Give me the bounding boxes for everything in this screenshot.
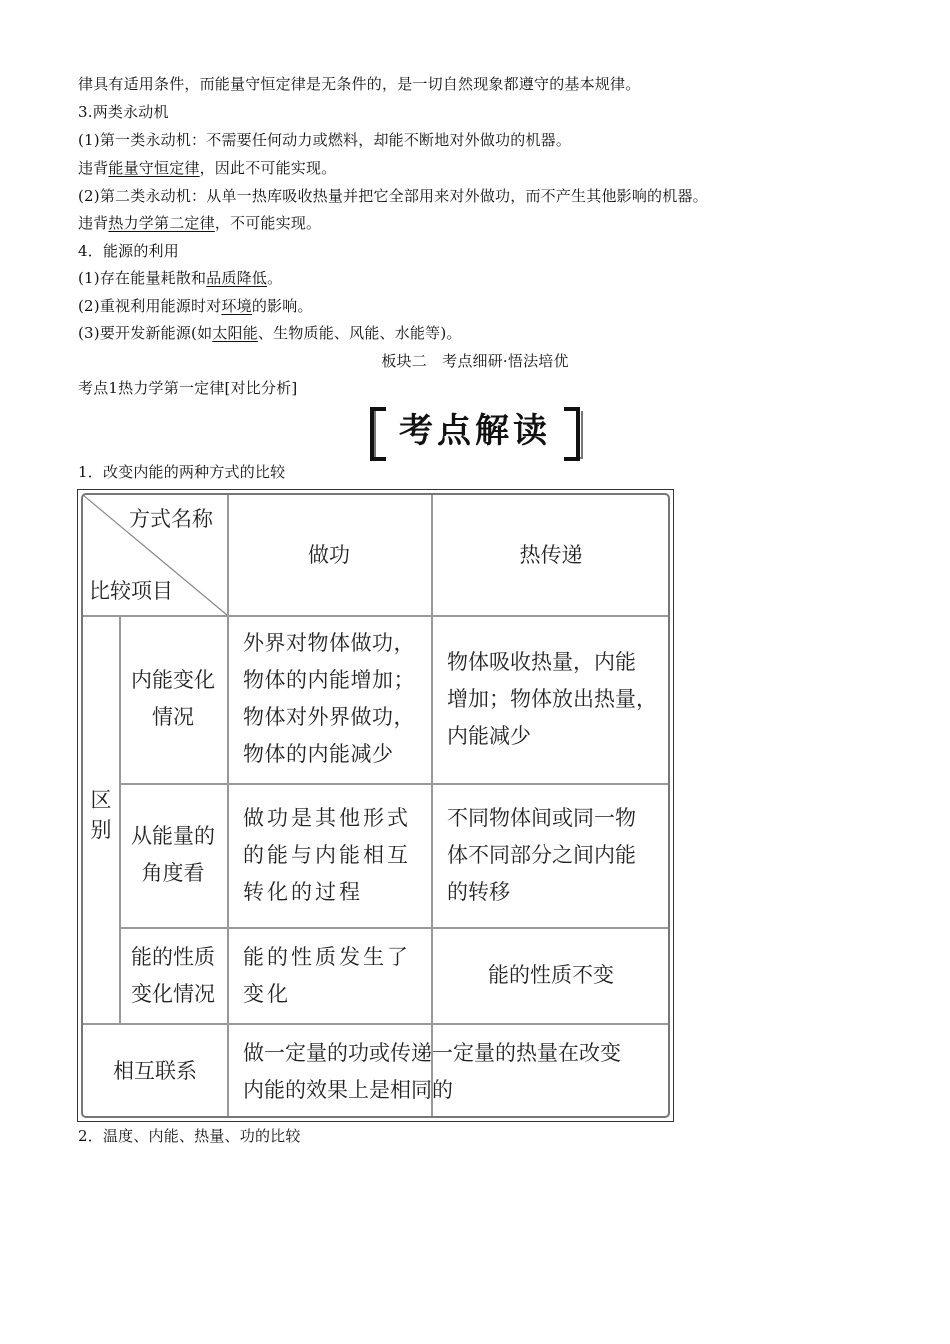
item-2-heading: 2．温度、内能、热量、功的比较 xyxy=(78,1127,301,1145)
text-segment: (1)存在能量耗散和 xyxy=(78,269,207,287)
underlined-term: 热力学第二定律 xyxy=(108,214,215,232)
row-label-energy-change: 内能变化 情况 xyxy=(131,668,215,729)
header-top-label: 方式名称 xyxy=(129,507,213,531)
text-segment: 、生物质能、风能、水能等)。 xyxy=(257,324,462,342)
text-line xyxy=(78,241,179,261)
item-1-heading: 1．改变内能的两种方式的比较 xyxy=(78,463,286,481)
text-segment: (2)重视利用能源时对 xyxy=(78,297,222,315)
row-relation-text: 做一定量的功或传递一定量的热量在改变 内能的效果上是相同的 xyxy=(243,1041,621,1102)
row-divider xyxy=(119,783,668,785)
column-divider xyxy=(431,495,433,1116)
row-label-energy-view: 从能量的 角度看 xyxy=(131,824,215,885)
underlined-term: 品质降低 xyxy=(206,269,268,287)
text-segment: (2)第二类永动机：从单一热库吸收热量并把它全部用来对外做功，而不产生其他影响的机器。 xyxy=(78,187,708,205)
text-segment: 3.两类永动机 xyxy=(78,103,169,121)
header-bottom-label: 比较项目 xyxy=(89,579,173,603)
text-segment: 违背 xyxy=(78,214,109,232)
underlined-term: 太阳能 xyxy=(212,324,258,342)
underlined-term: 能量守恒定律 xyxy=(108,159,200,177)
text-line xyxy=(78,213,321,233)
row-energy-view-heat: 不同物体间或同一物 体不同部分之间内能 的转移 xyxy=(447,806,636,904)
text-segment: 4．能源的利用 xyxy=(78,242,179,260)
text-line xyxy=(78,186,708,206)
row-label-energy-nature: 能的性质 变化情况 xyxy=(131,945,215,1006)
text-line xyxy=(78,74,640,94)
row-energy-nature-heat: 能的性质不变 xyxy=(488,963,614,987)
text-segment: 。 xyxy=(267,269,283,287)
row-divider xyxy=(83,1023,668,1025)
text-line xyxy=(78,158,336,178)
text-segment: (3)要开发新能源(如 xyxy=(78,324,213,342)
text-line xyxy=(78,130,571,150)
text-segment: 的影响。 xyxy=(251,297,313,315)
text-segment: ，不可能实现。 xyxy=(214,214,322,232)
text-line xyxy=(78,296,313,316)
text-line xyxy=(78,102,169,122)
text-segment: 违背 xyxy=(78,159,109,177)
comparison-table-body xyxy=(81,493,670,1118)
comparison-table xyxy=(77,489,674,1122)
group-label-difference: 区 别 xyxy=(90,788,112,842)
row-energy-nature-work: 能的性质发生了 变化 xyxy=(243,945,411,1006)
column-header-work: 做功 xyxy=(308,543,350,567)
row-label-relation: 相互联系 xyxy=(113,1059,197,1083)
topic-title: 考点1热力学第一定律[对比分析] xyxy=(78,379,298,397)
row-divider xyxy=(119,927,668,929)
text-segment: 律具有适用条件，而能量守恒定律是无条件的，是一切自然现象都遵守的基本规律。 xyxy=(78,75,641,93)
banner-text: 考点解读 xyxy=(399,411,551,451)
row-energy-change-heat: 物体吸收热量，内能 增加；物体放出热量， 内能减少 xyxy=(447,650,657,748)
row-energy-view-work: 做功是其他形式 的能与内能相互 转化的过程 xyxy=(243,806,411,904)
row-energy-change-work: 外界对物体做功， 物体的内能增加； 物体对外界做功， 物体的内能减少 xyxy=(243,631,415,766)
section-title: 板块二 考点细研·悟法培优 xyxy=(381,352,569,370)
text-segment: ，因此不可能实现。 xyxy=(199,159,337,177)
column-header-heat: 热传递 xyxy=(519,543,583,567)
text-line xyxy=(78,268,282,288)
underlined-term: 环境 xyxy=(221,297,252,315)
text-line xyxy=(78,323,462,343)
text-segment: (1)第一类永动机：不需要任何动力或燃料，却能不断地对外做功的机器。 xyxy=(78,131,572,149)
kaodian-jiedu-banner xyxy=(370,407,580,455)
